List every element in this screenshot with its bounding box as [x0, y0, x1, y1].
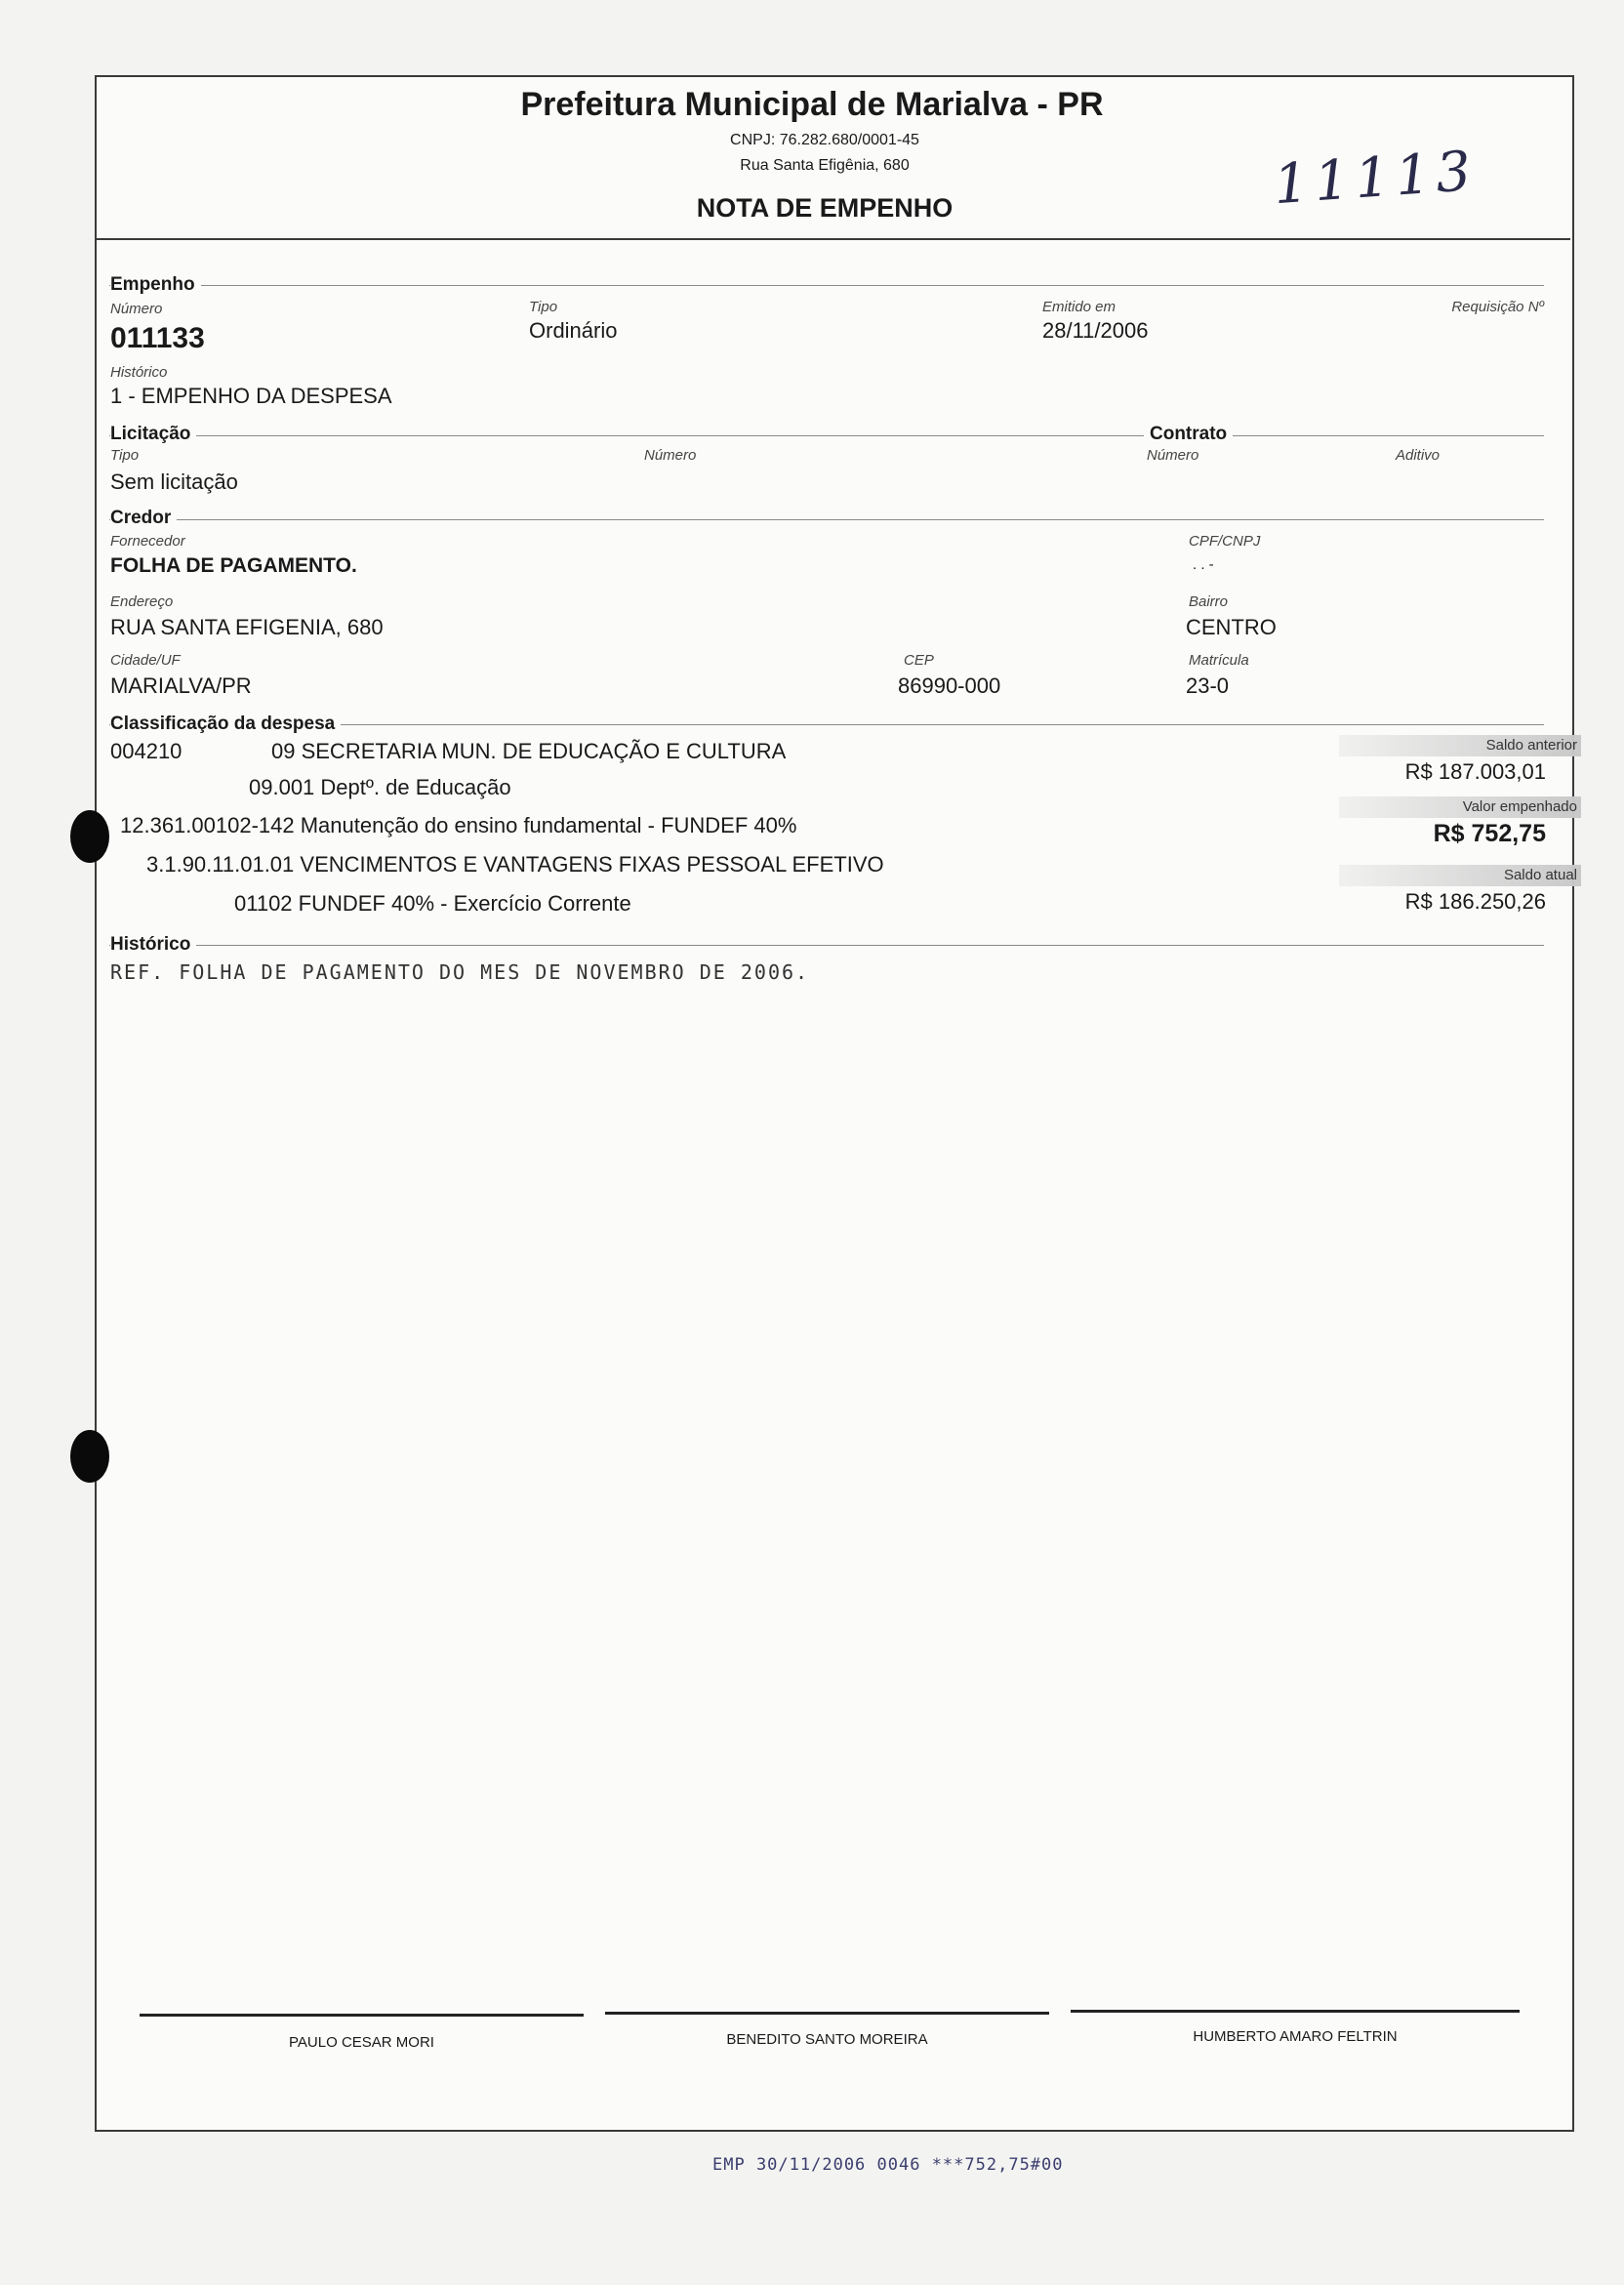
cnpj-line: CNPJ: 76.282.680/0001-45	[730, 132, 919, 148]
punch-hole-bottom	[70, 1430, 109, 1483]
licitacao-section-title: Licitação	[110, 424, 196, 445]
cep-value: 86990-000	[898, 673, 1001, 698]
document-title: NOTA DE EMPENHO	[696, 193, 954, 223]
signature-line-3	[1071, 2010, 1520, 2013]
empenho-historico-label: Histórico	[110, 364, 168, 381]
classificacao-line-5: 01102 FUNDEF 40% - Exercício Corrente	[234, 891, 631, 916]
handwritten-number: 11113	[1271, 139, 1480, 218]
valor-empenhado-value: R$ 752,75	[1433, 820, 1546, 847]
address-line: Rua Santa Efigênia, 680	[740, 157, 910, 174]
classificacao-code: 004210	[110, 739, 183, 763]
empenho-numero-label: Número	[110, 301, 163, 317]
cpf-value: . . -	[1193, 556, 1214, 573]
valor-empenhado-label: Valor empenhado	[1339, 796, 1581, 818]
cpf-label: CPF/CNPJ	[1189, 533, 1261, 550]
fornecedor-value: FOLHA DE PAGAMENTO.	[110, 554, 357, 577]
signature-name-1: PAULO CESAR MORI	[289, 2034, 434, 2051]
endereco-label: Endereço	[110, 593, 174, 610]
contrato-section-title: Contrato	[1144, 424, 1233, 445]
header-divider	[97, 238, 1570, 240]
credor-rule	[109, 519, 1544, 520]
empenho-tipo-label: Tipo	[529, 299, 558, 315]
saldo-atual-label: Saldo atual	[1339, 865, 1581, 886]
saldo-anterior-value: R$ 187.003,01	[1404, 759, 1546, 784]
signature-name-2: BENEDITO SANTO MOREIRA	[726, 2031, 928, 2048]
contrato-aditivo-label: Aditivo	[1396, 447, 1441, 464]
signature-line-2	[605, 2012, 1049, 2015]
bairro-label: Bairro	[1189, 593, 1229, 610]
cidade-value: MARIALVA/PR	[110, 673, 252, 698]
empenho-section-title: Empenho	[110, 274, 201, 296]
historico-section-title: Histórico	[110, 934, 196, 956]
cidade-label: Cidade/UF	[110, 652, 181, 669]
classificacao-line-4: 3.1.90.11.01.01 VENCIMENTOS E VANTAGENS FIXAS PESSOAL EFETIVO	[146, 852, 884, 877]
emitido-label: Emitido em	[1042, 299, 1116, 315]
licitacao-rule	[109, 435, 1544, 436]
signature-line-1	[140, 2014, 584, 2017]
bairro-value: CENTRO	[1186, 615, 1277, 639]
empenho-rule	[109, 285, 1544, 286]
footer-stamp: EMP 30/11/2006 0046 ***752,75#00	[712, 2155, 1064, 2175]
matricula-label: Matrícula	[1189, 652, 1249, 669]
fornecedor-label: Fornecedor	[110, 533, 185, 550]
punch-hole-top	[70, 810, 109, 863]
historico-text: REF. FOLHA DE PAGAMENTO DO MES DE NOVEMBRO DE 2006.	[110, 960, 810, 984]
saldo-anterior-label: Saldo anterior	[1339, 735, 1581, 756]
licitacao-tipo: Sem licitação	[110, 469, 238, 494]
licitacao-numero-label: Número	[644, 447, 697, 464]
contrato-numero-label: Número	[1147, 447, 1199, 464]
classificacao-line-1: 09 SECRETARIA MUN. DE EDUCAÇÃO E CULTURA	[271, 739, 787, 763]
empenho-historico: 1 - EMPENHO DA DESPESA	[110, 384, 392, 408]
classificacao-line-3: 12.361.00102-142 Manutenção do ensino fundamental - FUNDEF 40%	[120, 813, 797, 837]
empenho-tipo: Ordinário	[529, 318, 618, 343]
historico-rule	[109, 945, 1544, 946]
credor-section-title: Credor	[110, 508, 177, 529]
empenho-numero: 011133	[110, 322, 205, 354]
classificacao-section-title: Classificação da despesa	[110, 714, 341, 735]
endereco-value: RUA SANTA EFIGENIA, 680	[110, 615, 384, 639]
classificacao-line-2: 09.001 Deptº. de Educação	[249, 775, 511, 799]
cep-label: CEP	[904, 652, 934, 669]
signature-name-3: HUMBERTO AMARO FELTRIN	[1193, 2028, 1398, 2045]
page-title: Prefeitura Municipal de Marialva - PR	[520, 86, 1104, 123]
licitacao-tipo-label: Tipo	[110, 447, 140, 464]
requisicao-label: Requisição Nº	[1451, 299, 1544, 315]
saldo-atual-value: R$ 186.250,26	[1404, 889, 1546, 914]
emitido-date: 28/11/2006	[1042, 318, 1149, 343]
matricula-value: 23-0	[1186, 673, 1230, 698]
